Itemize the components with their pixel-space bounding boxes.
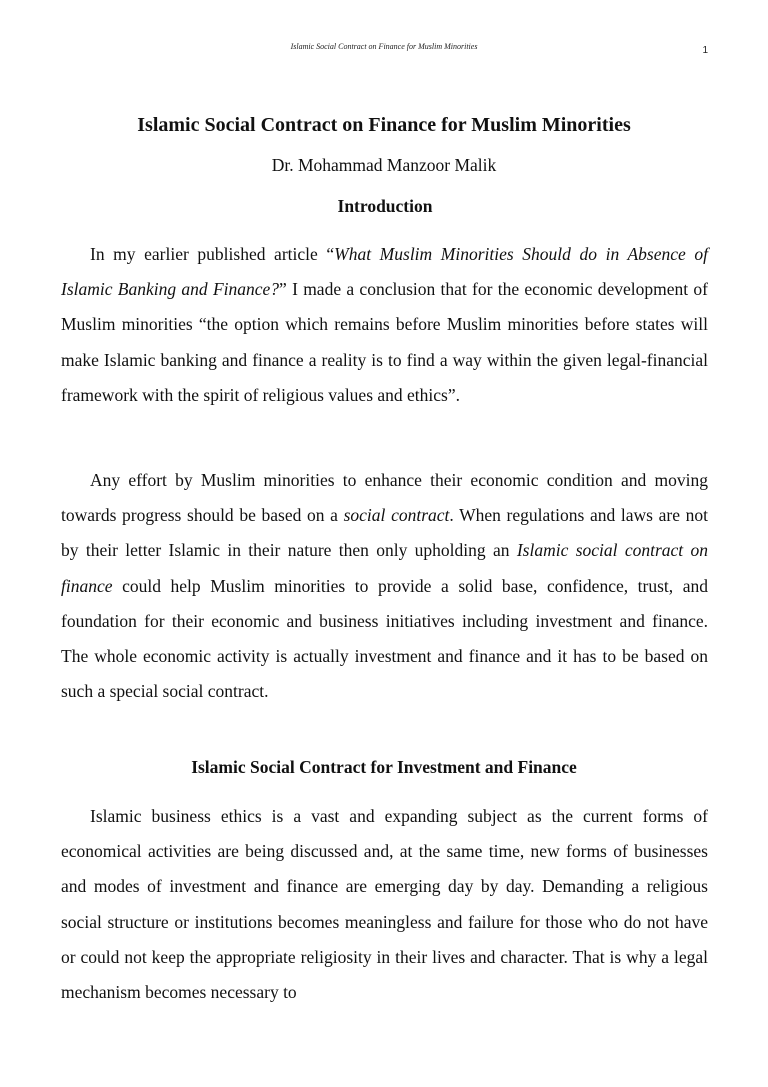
paragraph-3: Islamic business ethics is a vast and expanding subject as the current forms of economical activities are being discussed and, at the same time, new forms of businesses and modes of investment and finance are emerging day by day. Demanding a religious social structure or institutions becomes meaningless and failure for those who do not have or could not keep the appropriate religiosity in their lives and character. That is why a legal mechanism becomes necessary to [61,806,708,1003]
running-header: Islamic Social Contract on Finance for Muslim Minorities [290,42,478,51]
paragraph-2-text-b: . When regulations and laws are not by their letter Islamic in their nature then only upholding an [61,505,708,561]
islamic-social-contract-italic: Islamic social contract on finance [61,540,709,596]
document-title: Islamic Social Contract on Finance for Muslim Minorities [137,114,631,136]
section-heading-introduction: Introduction [337,196,433,216]
page-number: 1 [702,45,708,56]
section-heading-investment: Islamic Social Contract for Investment and Finance [191,757,577,777]
paragraph-1 [61,237,708,413]
paragraph-2-text-a: Any effort by Muslim minorities to enhance their economic condition and moving towards progress should be based on a [61,470,708,526]
article-title-italic: What Muslim Minorities Should do in Absence of Islamic Banking and Finance? [61,244,708,300]
paragraph-2 [61,463,708,709]
paragraph-2-text-c: could help Muslim minorities to provide a solid base, confidence, trust, and foundation for their economic and business initiatives including investment and finance. The whole economic activity is actually investment and finance and it has to be based on such a special social contract. [61,575,708,702]
paragraph-1-text-b: ” I made a conclusion that for the economic development of Muslim minorities “the option which remains before Muslim minorities before states will make Islamic banking and finance a reality is to find a way within the given legal-financial framework with the spirit of religious values and ethics”. [61,279,708,405]
author-name: Dr. Mohammad Manzoor Malik [271,155,497,175]
social-contract-italic: social contract [343,505,450,526]
paragraph-1-text-a: In my earlier published article “ [90,244,335,264]
